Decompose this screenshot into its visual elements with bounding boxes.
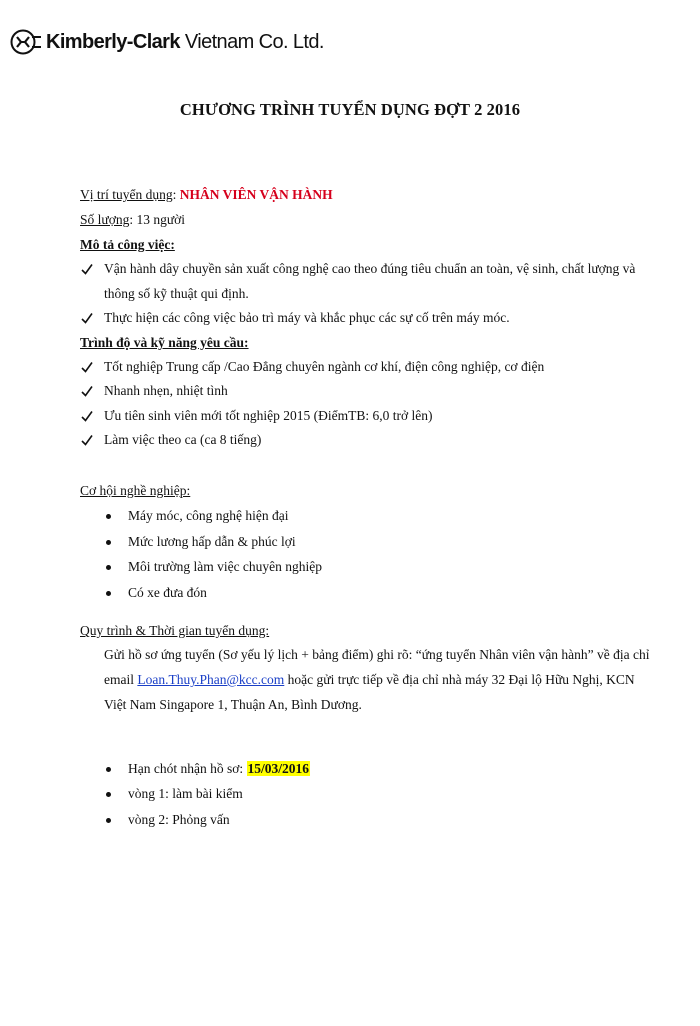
job-description-item: thông số kỹ thuật qui định. xyxy=(104,286,249,301)
deadline-date: 15/03/2016 xyxy=(247,761,310,776)
checkmark-icon xyxy=(80,433,94,447)
kimberly-clark-logo-icon xyxy=(10,29,42,55)
checkmark-icon xyxy=(80,360,94,374)
quantity-line xyxy=(80,211,185,229)
company-logo xyxy=(10,28,324,56)
job-description-item: Thực hiện các công việc bảo trì máy và khắc phục các sự cố trên máy móc. xyxy=(104,310,510,325)
checkmark-icon xyxy=(80,262,94,276)
career-item: Mức lương hấp dẫn & phúc lợi xyxy=(128,534,296,549)
checkmark-icon xyxy=(80,311,94,325)
bullet-icon xyxy=(106,767,111,772)
bullet-icon xyxy=(106,818,111,823)
career-item: Máy móc, công nghệ hiện đại xyxy=(128,508,289,523)
process-line-3: Việt Nam Singapore 1, Thuận An, Bình Dương. xyxy=(104,697,362,712)
career-item: Môi trường làm việc chuyên nghiệp xyxy=(128,559,323,574)
bullet-icon xyxy=(106,792,111,797)
process-heading: Quy trình & Thời gian tuyển dụng: xyxy=(80,623,270,638)
requirement-item: Làm việc theo ca (ca 8 tiếng) xyxy=(104,432,262,447)
deadline-line: Hạn chót nhận hồ sơ: 15/03/2016 xyxy=(128,761,310,776)
checkmark-icon xyxy=(80,384,94,398)
quantity-label: Số lượng xyxy=(80,212,130,227)
bullet-icon xyxy=(106,514,111,519)
bullet-icon xyxy=(106,591,111,596)
company-name: Kimberly-Clark Vietnam Co. Ltd. xyxy=(46,31,324,53)
job-description-heading: Mô tả công việc: xyxy=(80,237,175,252)
position-label: Vị trí tuyển dụng xyxy=(80,187,173,202)
position-line: Vị trí tuyển dụng: NHÂN VIÊN VẬN HÀNH xyxy=(80,187,333,202)
quantity-value: : 13 người xyxy=(129,212,186,227)
process-line-2: email Loan.Thuy.Phan@kcc.com hoặc gửi trực tiếp về địa chỉ nhà máy 32 Đại lộ Hữu Nghị, KCN xyxy=(104,672,635,687)
process-line-1: Gửi hồ sơ ứng tuyển (Sơ yếu lý lịch + bảng điểm) ghi rõ: “ứng tuyển Nhân viên vận hành” về địa chỉ xyxy=(104,647,650,662)
email-link[interactable]: Loan.Thuy.Phan@kcc.com xyxy=(137,672,285,687)
round-1-item: vòng 1: làm bài kiểm xyxy=(128,786,243,801)
bullet-icon xyxy=(106,540,111,545)
requirement-item: Nhanh nhẹn, nhiệt tình xyxy=(104,383,228,398)
requirement-item: Tốt nghiệp Trung cấp /Cao Đẳng chuyên ngành cơ khí, điện công nghiệp, cơ điện xyxy=(104,359,545,374)
position-value: NHÂN VIÊN VẬN HÀNH xyxy=(179,187,333,202)
checkmark-icon xyxy=(80,409,94,423)
round-2-item: vòng 2: Phỏng vấn xyxy=(128,812,230,827)
career-item: Có xe đưa đón xyxy=(128,585,207,600)
career-heading: Cơ hội nghề nghiệp: xyxy=(80,483,191,498)
page-title: CHƯƠNG TRÌNH TUYỂN DỤNG ĐỢT 2 2016 xyxy=(179,100,521,119)
requirement-item: Ưu tiên sinh viên mới tốt nghiệp 2015 (ĐiểmTB: 6,0 trở lên) xyxy=(104,408,433,423)
job-description-item: Vận hành dây chuyền sản xuất công nghệ cao theo đúng tiêu chuẩn an toàn, vệ sinh, chất lượng và xyxy=(104,261,636,276)
bullet-icon xyxy=(106,565,111,570)
requirements-heading: Trình độ và kỹ năng yêu cầu: xyxy=(80,335,249,350)
